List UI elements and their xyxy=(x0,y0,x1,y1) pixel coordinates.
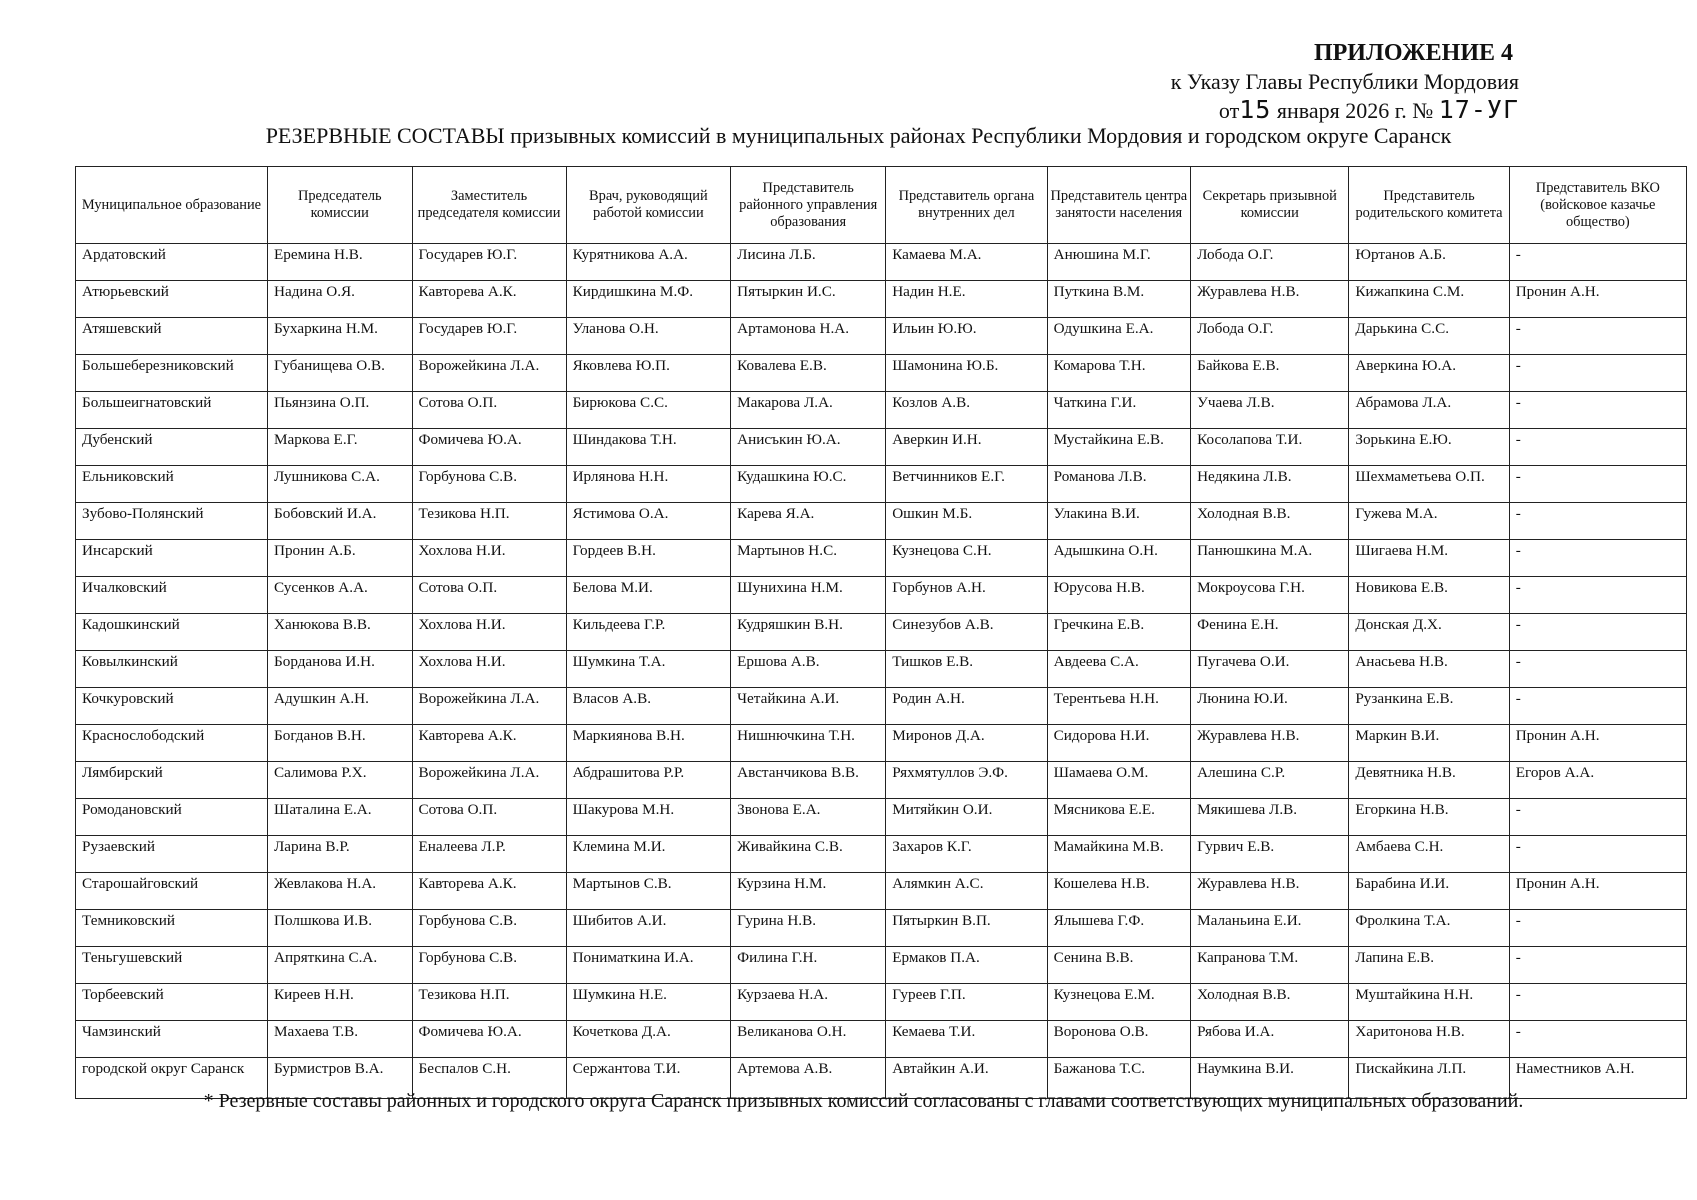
member-cell: - xyxy=(1509,799,1686,836)
member-cell: - xyxy=(1509,984,1686,1021)
table-row xyxy=(76,836,1687,873)
member-cell: Мартынов Н.С. xyxy=(731,540,886,577)
table-body xyxy=(76,244,1687,1099)
member-cell: Рузанкина Е.В. xyxy=(1349,688,1509,725)
table-row xyxy=(76,910,1687,947)
table-row xyxy=(76,466,1687,503)
member-cell: Егоркина Н.В. xyxy=(1349,799,1509,836)
member-cell: Камаева М.А. xyxy=(886,244,1047,281)
member-cell: Пониматкина И.А. xyxy=(566,947,731,984)
table-row xyxy=(76,762,1687,799)
member-cell: Рябова И.А. xyxy=(1191,1021,1349,1058)
member-cell: Кочеткова Д.А. xyxy=(566,1021,731,1058)
member-cell: Полшкова И.В. xyxy=(268,910,413,947)
municipality-cell: Краснослободский xyxy=(76,725,268,762)
member-cell: Юртанов А.Б. xyxy=(1349,244,1509,281)
member-cell: Харитонова Н.В. xyxy=(1349,1021,1509,1058)
member-cell: Артемова А.В. xyxy=(731,1058,886,1099)
table-row xyxy=(76,392,1687,429)
member-cell: Четайкина А.И. xyxy=(731,688,886,725)
member-cell: Хохлова Н.И. xyxy=(412,651,566,688)
decree-number: 17-УГ xyxy=(1438,95,1519,124)
member-cell: Автайкин А.И. xyxy=(886,1058,1047,1099)
member-cell: - xyxy=(1509,910,1686,947)
member-cell: Уланова О.Н. xyxy=(566,318,731,355)
member-cell: Шаталина Е.А. xyxy=(268,799,413,836)
member-cell: Мокроусова Г.Н. xyxy=(1191,577,1349,614)
member-cell: - xyxy=(1509,947,1686,984)
municipality-cell: Ельниковский xyxy=(76,466,268,503)
member-cell: Косолапова Т.И. xyxy=(1191,429,1349,466)
member-cell: Маланьина Е.И. xyxy=(1191,910,1349,947)
member-cell: Кавторева А.К. xyxy=(412,725,566,762)
member-cell: Пронин А.Н. xyxy=(1509,873,1686,910)
appendix-title: ПРИЛОЖЕНИЕ 4 xyxy=(1313,40,1513,66)
municipality-cell: Зубово-Полянский xyxy=(76,503,268,540)
member-cell: Амбаева С.Н. xyxy=(1349,836,1509,873)
member-cell: Тишков Е.В. xyxy=(886,651,1047,688)
member-cell: Алешина С.Р. xyxy=(1191,762,1349,799)
member-cell: Гордеев В.Н. xyxy=(566,540,731,577)
member-cell: Сенина В.В. xyxy=(1047,947,1190,984)
municipality-cell: Чамзинский xyxy=(76,1021,268,1058)
member-cell: Кудашкина Ю.С. xyxy=(731,466,886,503)
document-title: РЕЗЕРВНЫЕ СОСТАВЫ призывных комиссий в муниципальных районах Республики Мордовия и городском округе Саранск xyxy=(265,123,1452,148)
member-cell: Яковлева Ю.П. xyxy=(566,355,731,392)
municipality-cell: Дубенский xyxy=(76,429,268,466)
member-cell: - xyxy=(1509,318,1686,355)
member-cell: Великанова О.Н. xyxy=(731,1021,886,1058)
member-cell: Фомичева Ю.А. xyxy=(412,429,566,466)
municipality-cell: городской округ Саранск xyxy=(76,1058,268,1099)
table-row xyxy=(76,614,1687,651)
member-cell: Анисъкин Ю.А. xyxy=(731,429,886,466)
member-cell: Наумкина В.И. xyxy=(1191,1058,1349,1099)
member-cell: Бурмистров В.А. xyxy=(268,1058,413,1099)
member-cell: Алямкин А.С. xyxy=(886,873,1047,910)
member-cell: - xyxy=(1509,1021,1686,1058)
table-row xyxy=(76,725,1687,762)
member-cell: Миронов Д.А. xyxy=(886,725,1047,762)
column-header: Секретарь призывной комиссии xyxy=(1191,167,1349,244)
member-cell: Пронин А.Б. xyxy=(268,540,413,577)
member-cell: Аверкина Ю.А. xyxy=(1349,355,1509,392)
member-cell: Губанищева О.В. xyxy=(268,355,413,392)
table-row xyxy=(76,873,1687,910)
member-cell: Маркова Е.Г. xyxy=(268,429,413,466)
member-cell: Ирлянова Н.Н. xyxy=(566,466,731,503)
municipality-cell: Рузаевский xyxy=(76,836,268,873)
member-cell: Бирюкова С.С. xyxy=(566,392,731,429)
member-cell: Богданов В.Н. xyxy=(268,725,413,762)
member-cell: Шумкина Н.Е. xyxy=(566,984,731,1021)
member-cell: - xyxy=(1509,503,1686,540)
member-cell: Лобода О.Г. xyxy=(1191,244,1349,281)
member-cell: Ворожейкина Л.А. xyxy=(412,355,566,392)
member-cell: Ковалева Е.В. xyxy=(731,355,886,392)
municipality-cell: Теньгушевский xyxy=(76,947,268,984)
member-cell: Надин Н.Е. xyxy=(886,281,1047,318)
commissions-table xyxy=(75,166,1687,1099)
member-cell: Мартынов С.В. xyxy=(566,873,731,910)
member-cell: Беспалов С.Н. xyxy=(412,1058,566,1099)
member-cell: Сержантова Т.И. xyxy=(566,1058,731,1099)
municipality-cell: Большеберезниковский xyxy=(76,355,268,392)
member-cell: Кильдеева Г.Р. xyxy=(566,614,731,651)
member-cell: Кузнецова Е.М. xyxy=(1047,984,1190,1021)
member-cell: Еремина Н.В. xyxy=(268,244,413,281)
member-cell: Ветчинников Е.Г. xyxy=(886,466,1047,503)
column-header: Представитель родительского комитета xyxy=(1349,167,1509,244)
member-cell: Сотова О.П. xyxy=(412,577,566,614)
member-cell: Зорькина Е.Ю. xyxy=(1349,429,1509,466)
member-cell: Салимова Р.Х. xyxy=(268,762,413,799)
member-cell: Клемина М.И. xyxy=(566,836,731,873)
municipality-cell: Кочкуровский xyxy=(76,688,268,725)
member-cell: Жевлакова Н.А. xyxy=(268,873,413,910)
member-cell: Гурвич Е.В. xyxy=(1191,836,1349,873)
member-cell: Апряткина С.А. xyxy=(268,947,413,984)
column-header: Представитель ВКО (войсковое казачье общество) xyxy=(1509,167,1686,244)
member-cell: Ильин Ю.Ю. xyxy=(886,318,1047,355)
member-cell: Ершова А.В. xyxy=(731,651,886,688)
member-cell: Журавлева Н.В. xyxy=(1191,281,1349,318)
table-row xyxy=(76,429,1687,466)
member-cell: Пятыркин И.С. xyxy=(731,281,886,318)
member-cell: Бухаркина Н.М. xyxy=(268,318,413,355)
member-cell: Пьянзина О.П. xyxy=(268,392,413,429)
column-header: Представитель районного управления образования xyxy=(731,167,886,244)
table-row xyxy=(76,281,1687,318)
member-cell: - xyxy=(1509,651,1686,688)
member-cell: Анасьева Н.В. xyxy=(1349,651,1509,688)
member-cell: - xyxy=(1509,392,1686,429)
member-cell: Юрусова Н.В. xyxy=(1047,577,1190,614)
member-cell: Гурина Н.В. xyxy=(731,910,886,947)
member-cell: Адышкина О.Н. xyxy=(1047,540,1190,577)
member-cell: Звонова Е.А. xyxy=(731,799,886,836)
column-header: Врач, руководящий работой комиссии xyxy=(566,167,731,244)
member-cell: Новикова Е.В. xyxy=(1349,577,1509,614)
municipality-cell: Атюрьевский xyxy=(76,281,268,318)
member-cell: Живайкина С.В. xyxy=(731,836,886,873)
table-row xyxy=(76,947,1687,984)
member-cell: Одушкина Е.А. xyxy=(1047,318,1190,355)
member-cell: Авдеева С.А. xyxy=(1047,651,1190,688)
decree-reference: к Указу Главы Республики Мордовия xyxy=(1170,69,1519,94)
member-cell: Холодная В.В. xyxy=(1191,984,1349,1021)
member-cell: Карева Я.А. xyxy=(731,503,886,540)
column-header: Представитель органа внутренних дел xyxy=(886,167,1047,244)
member-cell: Воронова О.В. xyxy=(1047,1021,1190,1058)
member-cell: Еналеева Л.Р. xyxy=(412,836,566,873)
member-cell: Лапина Е.В. xyxy=(1349,947,1509,984)
member-cell: Муштайкина Н.Н. xyxy=(1349,984,1509,1021)
municipality-cell: Атяшевский xyxy=(76,318,268,355)
member-cell: Пугачева О.И. xyxy=(1191,651,1349,688)
municipality-cell: Ичалковский xyxy=(76,577,268,614)
date-day: 15 xyxy=(1239,95,1272,124)
member-cell: Горбунова С.В. xyxy=(412,947,566,984)
member-cell: Кошелева Н.В. xyxy=(1047,873,1190,910)
member-cell: Государев Ю.Г. xyxy=(412,244,566,281)
municipality-cell: Ромодановский xyxy=(76,799,268,836)
member-cell: Шигаева Н.М. xyxy=(1349,540,1509,577)
member-cell: Ермаков П.А. xyxy=(886,947,1047,984)
member-cell: Мамайкина М.В. xyxy=(1047,836,1190,873)
member-cell: Родин А.Н. xyxy=(886,688,1047,725)
municipality-cell: Инсарский xyxy=(76,540,268,577)
member-cell: Терентьева Н.Н. xyxy=(1047,688,1190,725)
member-cell: Махаева Т.В. xyxy=(268,1021,413,1058)
member-cell: Фенина Е.Н. xyxy=(1191,614,1349,651)
member-cell: Пронин А.Н. xyxy=(1509,725,1686,762)
member-cell: - xyxy=(1509,429,1686,466)
municipality-cell: Кадошкинский xyxy=(76,614,268,651)
table-header xyxy=(76,167,1687,244)
member-cell: Курзина Н.М. xyxy=(731,873,886,910)
member-cell: Учаева Л.В. xyxy=(1191,392,1349,429)
member-cell: Ворожейкина Л.А. xyxy=(412,688,566,725)
table-row xyxy=(76,503,1687,540)
table-row xyxy=(76,355,1687,392)
municipality-cell: Темниковский xyxy=(76,910,268,947)
member-cell: Горбунова С.В. xyxy=(412,910,566,947)
member-cell: Власов А.В. xyxy=(566,688,731,725)
appendix-header xyxy=(1171,38,1519,125)
member-cell: Пятыркин В.П. xyxy=(886,910,1047,947)
member-cell: Горбунов А.Н. xyxy=(886,577,1047,614)
member-cell: Барабина И.И. xyxy=(1349,873,1509,910)
member-cell: Капранова Т.М. xyxy=(1191,947,1349,984)
member-cell: - xyxy=(1509,614,1686,651)
member-cell: Абдрашитова Р.Р. xyxy=(566,762,731,799)
member-cell: Козлов А.В. xyxy=(886,392,1047,429)
member-cell: Донская Д.Х. xyxy=(1349,614,1509,651)
member-cell: Государев Ю.Г. xyxy=(412,318,566,355)
member-cell: Лобода О.Г. xyxy=(1191,318,1349,355)
member-cell: Шиндакова Т.Н. xyxy=(566,429,731,466)
member-cell: Панюшкина М.А. xyxy=(1191,540,1349,577)
member-cell: Гужева М.А. xyxy=(1349,503,1509,540)
member-cell: Шунихина Н.М. xyxy=(731,577,886,614)
member-cell: Борданова И.Н. xyxy=(268,651,413,688)
member-cell: Ястимова О.А. xyxy=(566,503,731,540)
municipality-cell: Лямбирский xyxy=(76,762,268,799)
member-cell: Холодная В.В. xyxy=(1191,503,1349,540)
municipality-cell: Большеигнатовский xyxy=(76,392,268,429)
member-cell: Тезикова Н.П. xyxy=(412,503,566,540)
member-cell: Романова Л.В. xyxy=(1047,466,1190,503)
member-cell: - xyxy=(1509,540,1686,577)
member-cell: - xyxy=(1509,355,1686,392)
member-cell: Белова М.И. xyxy=(566,577,731,614)
member-cell: Кавторева А.К. xyxy=(412,281,566,318)
member-cell: Горбунова С.В. xyxy=(412,466,566,503)
member-cell: Егоров А.А. xyxy=(1509,762,1686,799)
member-cell: Ворожейкина Л.А. xyxy=(412,762,566,799)
member-cell: Люнина Ю.И. xyxy=(1191,688,1349,725)
member-cell: Курзаева Н.А. xyxy=(731,984,886,1021)
member-cell: Сотова О.П. xyxy=(412,392,566,429)
member-cell: Киреев Н.Н. xyxy=(268,984,413,1021)
column-header: Представитель центра занятости населения xyxy=(1047,167,1190,244)
member-cell: Мясникова Е.Е. xyxy=(1047,799,1190,836)
member-cell: Лушникова С.А. xyxy=(268,466,413,503)
member-cell: Лисина Л.Б. xyxy=(731,244,886,281)
member-cell: Макарова Л.А. xyxy=(731,392,886,429)
member-cell: Комарова Т.Н. xyxy=(1047,355,1190,392)
member-cell: Адушкин А.Н. xyxy=(268,688,413,725)
table-row xyxy=(76,688,1687,725)
member-cell: Дарькина С.С. xyxy=(1349,318,1509,355)
member-cell: Ошкин М.Б. xyxy=(886,503,1047,540)
member-cell: Пискайкина Л.П. xyxy=(1349,1058,1509,1099)
column-header: Муниципальное образование xyxy=(76,167,268,244)
member-cell: Сотова О.П. xyxy=(412,799,566,836)
member-cell: Митяйкин О.И. xyxy=(886,799,1047,836)
member-cell: Путкина В.М. xyxy=(1047,281,1190,318)
member-cell: Кижапкина С.М. xyxy=(1349,281,1509,318)
member-cell: Гуреев Г.П. xyxy=(886,984,1047,1021)
member-cell: - xyxy=(1509,244,1686,281)
member-cell: Австанчикова В.В. xyxy=(731,762,886,799)
column-header: Председатель комиссии xyxy=(268,167,413,244)
member-cell: Байкова Е.В. xyxy=(1191,355,1349,392)
table-row xyxy=(76,984,1687,1021)
member-cell: Фомичева Ю.А. xyxy=(412,1021,566,1058)
member-cell: Бажанова Т.С. xyxy=(1047,1058,1190,1099)
member-cell: Мякишева Л.В. xyxy=(1191,799,1349,836)
member-cell: Журавлева Н.В. xyxy=(1191,873,1349,910)
member-cell: Гречкина Е.В. xyxy=(1047,614,1190,651)
member-cell: Сидорова Н.И. xyxy=(1047,725,1190,762)
member-cell: Синезубов А.В. xyxy=(886,614,1047,651)
municipality-cell: Старошайговский xyxy=(76,873,268,910)
member-cell: Сусенков А.А. xyxy=(268,577,413,614)
member-cell: Хохлова Н.И. xyxy=(412,540,566,577)
table-row xyxy=(76,540,1687,577)
member-cell: Кирдишкина М.Ф. xyxy=(566,281,731,318)
member-cell: Кудряшкин В.Н. xyxy=(731,614,886,651)
table-row xyxy=(76,244,1687,281)
date-prefix: от xyxy=(1218,98,1240,123)
municipality-cell: Ковылкинский xyxy=(76,651,268,688)
member-cell: Абрамова Л.А. xyxy=(1349,392,1509,429)
member-cell: Ялышева Г.Ф. xyxy=(1047,910,1190,947)
member-cell: Девятника Н.В. xyxy=(1349,762,1509,799)
table-row xyxy=(76,1021,1687,1058)
footnote: * Резервные составы районных и городского округа Саранск призывных комиссий согласованы с главами соответствующих муниципальных образований. xyxy=(203,1090,1524,1112)
table-row xyxy=(76,799,1687,836)
member-cell: Артамонова Н.А. xyxy=(731,318,886,355)
member-cell: Фролкина Т.А. xyxy=(1349,910,1509,947)
member-cell: Аверкин И.Н. xyxy=(886,429,1047,466)
member-cell: Шакурова М.Н. xyxy=(566,799,731,836)
member-cell: Кемаева Т.И. xyxy=(886,1021,1047,1058)
member-cell: Шехмаметьева О.П. xyxy=(1349,466,1509,503)
member-cell: Курятникова А.А. xyxy=(566,244,731,281)
member-cell: Пронин А.Н. xyxy=(1509,281,1686,318)
member-cell: Тезикова Н.П. xyxy=(412,984,566,1021)
column-header: Заместитель председателя комиссии xyxy=(412,167,566,244)
member-cell: Наместников А.Н. xyxy=(1509,1058,1686,1099)
member-cell: Ларина В.Р. xyxy=(268,836,413,873)
member-cell: Бобовский И.А. xyxy=(268,503,413,540)
member-cell: Чаткина Г.И. xyxy=(1047,392,1190,429)
member-cell: Маркин В.И. xyxy=(1349,725,1509,762)
date-rest: января 2026 г. № xyxy=(1271,98,1434,123)
member-cell: Шибитов А.И. xyxy=(566,910,731,947)
member-cell: Кузнецова С.Н. xyxy=(886,540,1047,577)
member-cell: - xyxy=(1509,836,1686,873)
member-cell: Мустайкина Е.В. xyxy=(1047,429,1190,466)
member-cell: Журавлева Н.В. xyxy=(1191,725,1349,762)
member-cell: - xyxy=(1509,688,1686,725)
member-cell: Ханюкова В.В. xyxy=(268,614,413,651)
member-cell: - xyxy=(1509,577,1686,614)
municipality-cell: Ардатовский xyxy=(76,244,268,281)
table-row xyxy=(76,577,1687,614)
member-cell: Шамонина Ю.Б. xyxy=(886,355,1047,392)
municipality-cell: Торбеевский xyxy=(76,984,268,1021)
member-cell: Филина Г.Н. xyxy=(731,947,886,984)
member-cell: - xyxy=(1509,466,1686,503)
member-cell: Надина О.Я. xyxy=(268,281,413,318)
member-cell: Маркиянова В.Н. xyxy=(566,725,731,762)
member-cell: Кавторева А.К. xyxy=(412,873,566,910)
table-header-row xyxy=(76,167,1687,244)
table-row xyxy=(76,651,1687,688)
member-cell: Нишнючкина Т.Н. xyxy=(731,725,886,762)
member-cell: Недякина Л.В. xyxy=(1191,466,1349,503)
member-cell: Хохлова Н.И. xyxy=(412,614,566,651)
member-cell: Анюшина М.Г. xyxy=(1047,244,1190,281)
decree-date-line xyxy=(1171,96,1519,125)
table-row xyxy=(76,318,1687,355)
member-cell: Улакина В.И. xyxy=(1047,503,1190,540)
member-cell: Ряхмятуллов Э.Ф. xyxy=(886,762,1047,799)
member-cell: Захаров К.Г. xyxy=(886,836,1047,873)
member-cell: Шумкина Т.А. xyxy=(566,651,731,688)
member-cell: Шамаева О.М. xyxy=(1047,762,1190,799)
